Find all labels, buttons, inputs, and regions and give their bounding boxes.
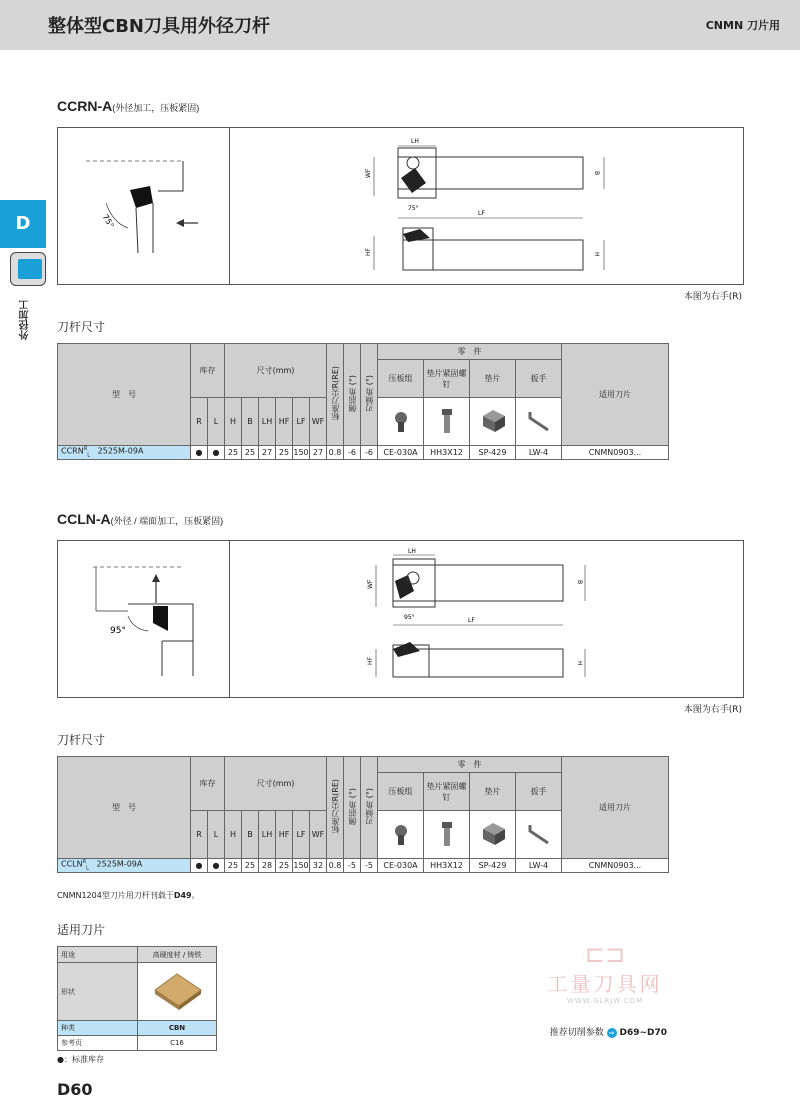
- section1-desc: (外径加工，压板紧固): [112, 103, 200, 113]
- section1-b-label: B: [593, 171, 600, 176]
- th-wrench: 扳手: [516, 360, 562, 398]
- inserts-table: 用途 高硬度材 / 铸铁 形状 种类 CBN 参考页 C16: [57, 946, 217, 1051]
- th-hf: HF: [276, 811, 293, 859]
- th-r: R: [191, 398, 208, 446]
- th-model: 型 号: [58, 344, 191, 446]
- th-wf: WF: [310, 398, 327, 446]
- th-l: L: [208, 398, 225, 446]
- section2-b-label: B: [576, 580, 583, 585]
- inserts-title: 适用刀片: [57, 923, 106, 937]
- section1-lf-label: LF: [478, 210, 485, 217]
- section1-spec-table: [57, 343, 669, 460]
- th-side-angle: 侧前角 (°): [347, 788, 357, 825]
- th-clamp: 压板组: [378, 360, 424, 398]
- th-wf: WF: [310, 811, 327, 859]
- shim-icon: [470, 811, 516, 859]
- th-wrench: 扳手: [516, 773, 562, 811]
- section1-drawing: [58, 128, 745, 286]
- watermark-logo-icon: ⊏⊐: [584, 940, 626, 968]
- th-parts: 零 件: [378, 344, 562, 360]
- th-lf: LF: [293, 398, 310, 446]
- th-r: R: [191, 811, 208, 859]
- th-shim: 垫片: [470, 360, 516, 398]
- th-stock: 库存: [191, 757, 225, 811]
- screw-icon: [424, 398, 470, 446]
- section2-hf-label: HF: [367, 657, 374, 665]
- section2-note: 本图为右手(R): [683, 705, 742, 715]
- recommend-params[interactable]: 推荐切削参数 ⇒ D69~D70: [549, 1028, 667, 1038]
- th-lf: LF: [293, 811, 310, 859]
- th-model: 型 号: [58, 757, 191, 859]
- th-h: H: [225, 811, 242, 859]
- section1-angle-top: 75°: [408, 205, 419, 212]
- section1-subtitle: 刀杆尺寸: [57, 320, 106, 334]
- th-l: L: [208, 811, 225, 859]
- th-dims: 尺寸(mm): [225, 344, 327, 398]
- section1-hf-label: HF: [365, 248, 372, 256]
- th-dims: 尺寸(mm): [225, 757, 327, 811]
- clamp-set-icon: [378, 398, 424, 446]
- stock-legend: ●：标准库存: [57, 1055, 104, 1064]
- section2-model-cell: $CCLN^R_L$ 2525M-09A: [58, 859, 191, 873]
- watermark-url: WWW.GLRJW.COM: [566, 997, 644, 1005]
- wrench-icon: [516, 811, 562, 859]
- page-number: D60: [57, 1080, 93, 1099]
- wrench-icon: [516, 398, 562, 446]
- section1-table-row: $CCRN^R_L$ 2525M-09A ● ● 25 25 27 25 150 27 0.8 -6 -6 CE-030A HH3X12 SP-429 LW-4 CNMN0903...: [58, 446, 669, 460]
- th-stock: 库存: [191, 344, 225, 398]
- side-tab-label: 外径加工: [20, 300, 31, 340]
- section1-figure: [57, 127, 744, 285]
- th-screw: 垫片紧固螺钉: [424, 773, 470, 811]
- th-insert: 适用刀片: [562, 757, 669, 859]
- section1-wf-label: WF: [365, 168, 372, 178]
- turning-insert-icon: [10, 252, 46, 286]
- page-header: [0, 0, 800, 50]
- shim-icon: [470, 398, 516, 446]
- section1-note: 本图为右手(R): [683, 292, 742, 302]
- section2-code: CCLN-A: [57, 511, 111, 527]
- section1-title: [57, 98, 199, 114]
- section2-footnote: CNMN1204型刀片用刀杆刊载于D49。: [57, 891, 200, 900]
- section1-lh-label: LH: [411, 138, 419, 145]
- watermark-text: 工量刀具网: [547, 972, 663, 996]
- side-tab-letter: D: [0, 200, 46, 248]
- th-hf: HF: [276, 398, 293, 446]
- th-parts: 零 件: [378, 757, 562, 773]
- section2-table-row: $CCLN^R_L$ 2525M-09A ● ● 25 25 28 25 150 32 0.8 -5 -5 CE-030A HH3X12 SP-429 LW-4 CNMN0903...: [58, 859, 669, 873]
- th-side-angle: 侧前角 (°): [347, 375, 357, 412]
- clamp-set-icon: [378, 811, 424, 859]
- section1-h-label: H: [593, 252, 600, 257]
- section2-h-label: H: [576, 661, 583, 666]
- section2-drawing: [58, 541, 745, 699]
- arrow-circle-icon: ⇒: [607, 1028, 617, 1038]
- th-incl-angle: 刃倾角 (°): [364, 788, 374, 825]
- th-re: 标准刀尖R(RE): [330, 779, 340, 834]
- section2-lh-label: LH: [408, 548, 416, 555]
- th-lh: LH: [259, 811, 276, 859]
- section1-code: CCRN-A: [57, 98, 113, 114]
- section2-title: [57, 511, 223, 527]
- section2-figure: [57, 540, 744, 698]
- section2-wf-label: WF: [367, 579, 374, 589]
- th-lh: LH: [259, 398, 276, 446]
- section2-angle-top: 95°: [404, 614, 415, 621]
- header-tag: CNMN 刀片用: [705, 19, 780, 32]
- section1-model-cell: $CCRN^R_L$ 2525M-09A: [58, 446, 191, 460]
- watermark: [545, 940, 665, 1005]
- th-clamp: 压板组: [378, 773, 424, 811]
- th-shim: 垫片: [470, 773, 516, 811]
- th-re: 标准刀尖R(RE): [330, 366, 340, 421]
- th-b: B: [242, 811, 259, 859]
- th-screw: 垫片紧固螺钉: [424, 360, 470, 398]
- th-b: B: [242, 398, 259, 446]
- page-title: 整体型CBN刀具用外径刀杆: [48, 16, 270, 37]
- th-incl-angle: 刃倾角 (°): [364, 375, 374, 412]
- section2-angle-label: 95°: [110, 626, 126, 636]
- th-h: H: [225, 398, 242, 446]
- section2-subtitle: 刀杆尺寸: [57, 733, 106, 747]
- cbn-insert-icon: [138, 963, 217, 1021]
- section1-angle-label: 75°: [100, 212, 116, 230]
- section2-spec-table: [57, 756, 669, 873]
- th-insert: 适用刀片: [562, 344, 669, 446]
- screw-icon: [424, 811, 470, 859]
- section2-desc: (外径 / 端面加工，压板紧固): [110, 516, 224, 526]
- section2-lf-label: LF: [468, 617, 475, 624]
